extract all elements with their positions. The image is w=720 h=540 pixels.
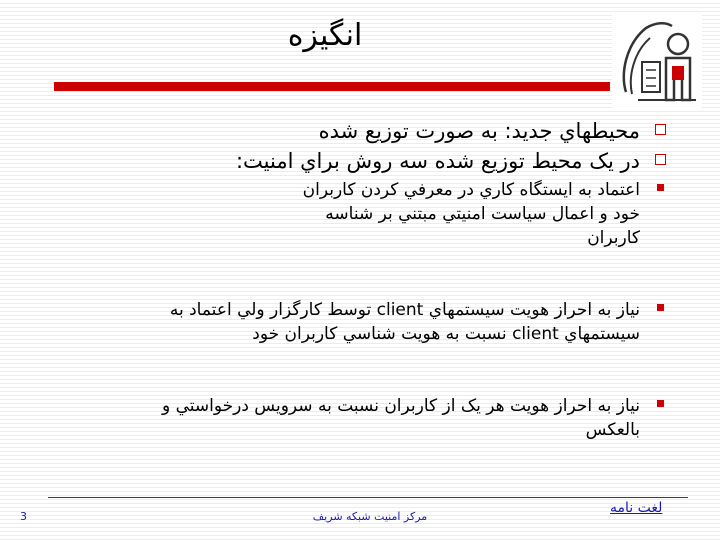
footer-organization-text: مرکز امنيت شبکه شريف bbox=[312, 510, 428, 523]
slide-title: انگيزه bbox=[287, 18, 363, 53]
logo bbox=[612, 14, 702, 108]
hollow-square-bullet-icon bbox=[655, 154, 666, 165]
list-item bbox=[68, 116, 668, 146]
sharif-logo-icon bbox=[612, 14, 702, 108]
list-item bbox=[110, 298, 668, 346]
list-item bbox=[68, 146, 668, 176]
glossary-link[interactable]: لغت نامه bbox=[610, 500, 663, 516]
list-item bbox=[280, 178, 668, 250]
bullet-text: نياز به احراز هويت هر يک از کاربران نسبت به سرويس درخواستي و بالعکس bbox=[161, 396, 640, 440]
title-underline-bar bbox=[54, 82, 610, 91]
bullet-text: نياز به احراز هويت سيستمهاي client توسط کارگزار ولي اعتماد به سيستمهاي client نسبت به هويت شناسي کاربران خود bbox=[169, 300, 640, 344]
hollow-square-bullet-icon bbox=[655, 124, 666, 135]
filled-square-bullet-icon bbox=[657, 400, 664, 407]
page-number: 3 bbox=[20, 510, 27, 523]
footer-divider bbox=[48, 497, 688, 498]
bullet-text: محيطهاي جديد: به صورت توزيع شده bbox=[318, 119, 640, 143]
list-item bbox=[120, 394, 668, 442]
bullet-text: اعتماد به ايستگاه کاري در معرفي کردن کاربران خود و اعمال سياست امنيتي مبتني بر شناسه کاربران bbox=[302, 180, 640, 248]
bullet-list bbox=[68, 116, 668, 442]
bullet-text: در يک محيط توزيع شده سه روش براي امنيت: bbox=[235, 149, 640, 173]
filled-square-bullet-icon bbox=[657, 184, 664, 191]
filled-square-bullet-icon bbox=[657, 304, 664, 311]
